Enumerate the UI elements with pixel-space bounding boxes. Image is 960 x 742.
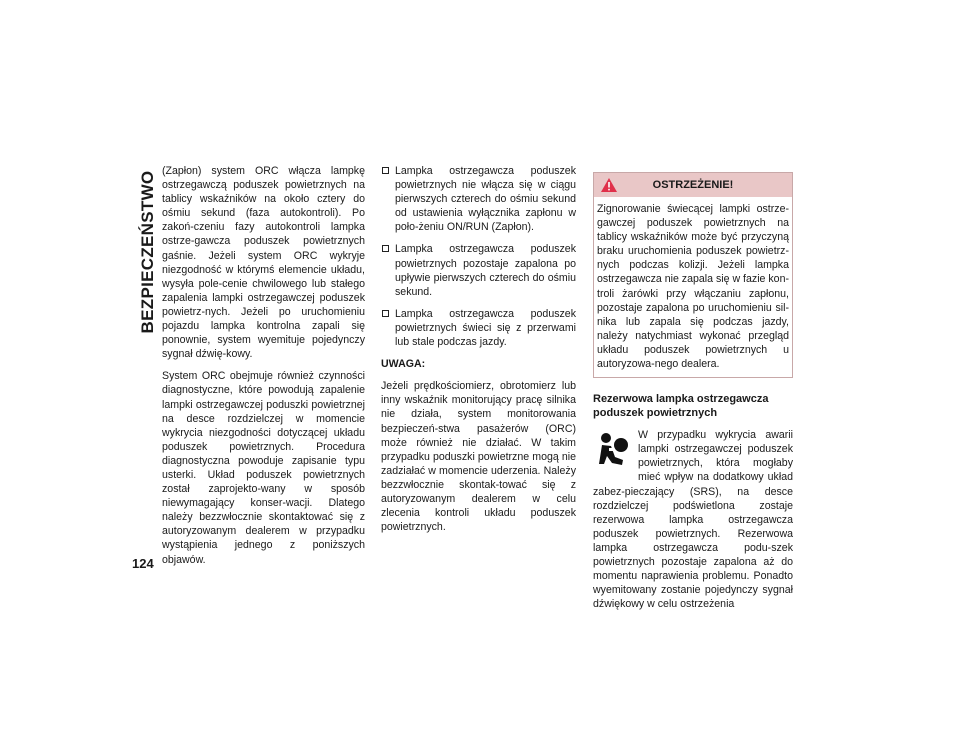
page-number: 124 xyxy=(132,556,154,571)
subsection-heading: Rezerwowa lampka ostrzegawcza poduszek powietrznych xyxy=(593,393,769,420)
column-1 xyxy=(162,164,365,575)
airbag-warning-icon xyxy=(596,430,630,472)
column-2 xyxy=(381,164,576,542)
warning-header xyxy=(594,173,792,197)
note-heading: UWAGA: xyxy=(381,358,426,371)
checkbox-bullet-icon xyxy=(382,245,389,252)
section-title-text: BEZPIECZEŃSTWO xyxy=(138,170,157,334)
warning-triangle-icon xyxy=(600,177,618,193)
checkbox-bullet-icon xyxy=(382,310,389,317)
warning-title: OSTRZEŻENIE! xyxy=(652,178,734,191)
list-item: Lampka ostrzegawcza poduszek powietrznych świeci się z przerwami lub stale podczas jazdy. xyxy=(381,307,576,349)
paragraph: System ORC obejmuje również czynności diagnostyczne, które powodują zapalenie lampki ostrzegawczej poduszki powietrznej na desce rozdzielczej w momencie wykrycia niezgodności dotyczącej układu poduszek powietrznych. Procedura diagnostyczna powoduje zapisanie typu usterki. Układ poduszek powietrznych został zaprojekto-wany w sposób niewymagający konser-wacji. Dlatego należy bezzwłocznie skontaktować się z autoryzowanym dealerem w przypadku wystąpienia jednego z poniższych objawów. xyxy=(162,370,365,566)
paragraph: (Zapłon) system ORC włącza lampkę ostrzegawczą poduszek powietrznych na tablicy wskaźników na około cztery do ośmiu sekund (faza autokontroli). Po zakoń-czeniu fazy autokontroli lampka ostrze-gawcza poduszek powietrznych gaśnie. Jeżeli system ORC wykryje niezgodność w którymś elemencie układu, wysyła pole-cenie chwilowego lub stałego zapalenia lampki ostrzegawczej poduszek powietrz-nych. Jeżeli po uruchomieniu pojazdu lampka kontrolna zapali się ponownie, system wyemituje pojedynczy sygnał dźwię-kowy. xyxy=(162,165,365,361)
checkbox-bullet-icon xyxy=(382,167,389,174)
section-title xyxy=(138,172,158,332)
column-3 xyxy=(593,172,793,619)
warning-text: Zignorowanie świecącej lampki ostrze-gawczej poduszek powietrznych na tablicy wskaźników może być przyczyną braku uruchomienia poduszek powietrz-nych podczas kolizji. Jeżeli lampka ostrzegawcza nie zapala się w fazie kon-troli żarówki przy włączaniu zapłonu, pozostaje zapalona po uruchomieniu sil-nika lub zapala się podczas jazdy, należy natychmiast wykonać przegląd układu poduszek powietrznych u autoryzowa-nego dealera. xyxy=(597,203,789,371)
list-item: Lampka ostrzegawcza poduszek powietrznych pozostaje zapalona po upływie pierwszych czterech do ośmiu sekund. xyxy=(381,242,576,298)
symptom-list xyxy=(381,164,576,349)
list-item: Lampka ostrzegawcza poduszek powietrznych nie włącza się w ciągu pierwszych czterech do ośmiu sekund od ustawienia wyłącznika zapłonu w poło-żeniu ON/RUN (Zapłon). xyxy=(381,164,576,234)
paragraph: W przypadku wykrycia awarii lampki ostrzegawczej poduszek powietrznych, która mogłaby mieć wpływ na dodatkowy układ zabez-pieczający (SRS), na desce rozdzielczej podświetlona zostaje rezerwowa lampka ostrzegawcza poduszek powietrznych. Rezerwowa lampka ostrzegawcza podu-szek powietrznych pozostaje zapalona aż do momentu naprawienia problemu. Ponadto wyemitowany zostanie pojedynczy sygnał dźwiękowy w celu ostrzeżenia xyxy=(593,429,793,611)
warning-box xyxy=(593,172,793,378)
note-text: Jeżeli prędkościomierz, obrotomierz lub inny wskaźnik monitorujący pracę silnika nie działa, system monitorowania bezpieczeń-stwa pasażerów (ORC) może również nie działać. W takim przypadku poduszki powietrzne mogą nie zadziałać w momencie uderzenia. Należy bezzwłocznie skontak-tować się z autoryzowanym dealerem w celu zlecenia kontroli układu poduszek powietrznych. xyxy=(381,380,576,534)
